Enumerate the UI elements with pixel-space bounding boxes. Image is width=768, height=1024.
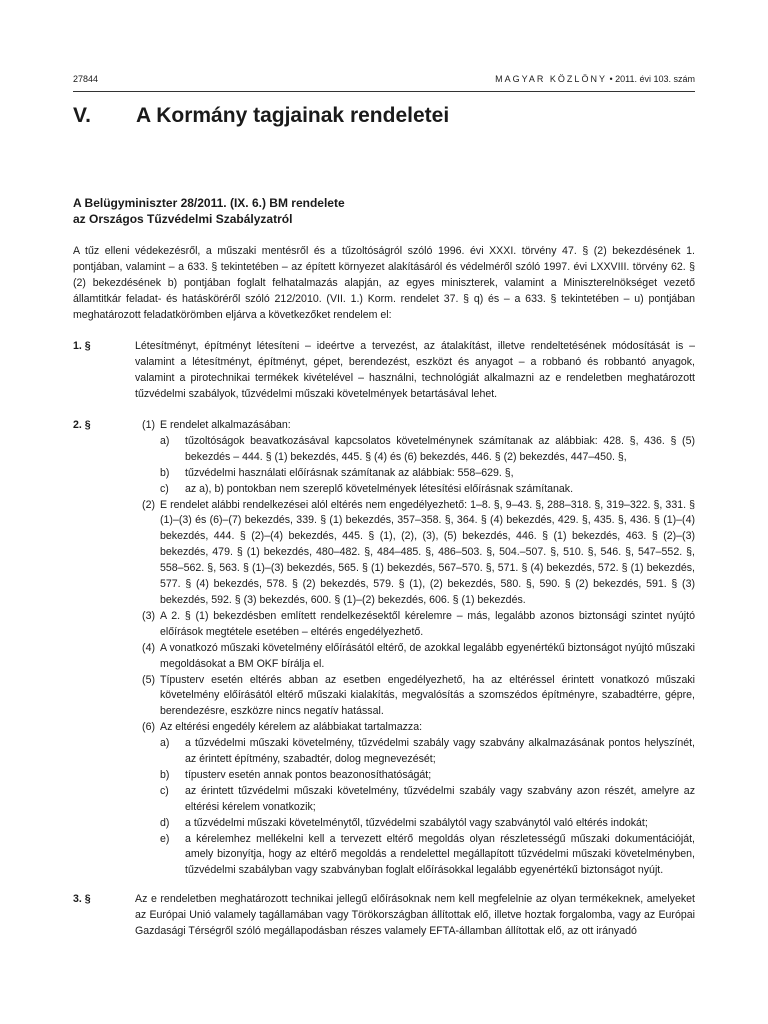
paragraph-5 xyxy=(135,673,695,721)
paragraph-text: E rendelet alábbi rendelkezései alól eltérés nem engedélyezhető: 1–8. §, 9–43. §, 288–318. §, 319–322. §, 331. § (1)–(3) és (6)–(7) bekezdés, 339. § (1) bekezdés, 357–358. §, 364. § (4) bekezdés, 429. §, 435. §, 436. § (1)–(4) bekezdés, 444. § (2)–(4) bekezdés, 445. § (1), (2), (3), (5) bekezdés, 446. § (1) bekezdés, 463. § (2)–(3) bekezdés, 479. § (1) bekezdés, 480–482. §, 484–485. §, 486–503. §, 504.–507. §, 510. §, 546. §, 547–552. §, 558–562. §, 563. § (1)–(3) bekezdés, 565. § (1) bekezdés, 567–570. §, 571. § (4) bekezdés, 572. § (1) bekezdés, 577. § (4) bekezdés, 578. § (2) bekezdés, 579. § (1), (2) bekezdés, 580. §, 590. § (2) bekezdés, 591. § (3) bekezdés, 592. § (3) bekezdés, 600. § (1)–(2) bekezdés, 606. § (1) bekezdés. xyxy=(160,498,695,606)
paragraph-number: (3) xyxy=(142,609,155,622)
point-label: d) xyxy=(160,816,170,829)
decree-title-line1: A Belügyminiszter 28/2011. (IX. 6.) BM rendelete xyxy=(73,196,345,210)
point-text: a tűzvédelmi műszaki követelmény, tűzvédelmi szabály vagy szabvány alkalmazásának pontos helyszínét, az érintett építmény, szabadtér, dolog megnevezését; xyxy=(185,737,695,766)
point-text: az érintett tűzvédelmi műszaki követelmény, tűzvédelmi szabály vagy szabvány azon részét, amelyre az eltérési kérelem vonatkozik; xyxy=(185,784,695,813)
point-a xyxy=(135,736,695,768)
paragraph-1 xyxy=(135,418,695,434)
point-d xyxy=(135,816,695,832)
paragraph-number: (1) xyxy=(142,419,155,431)
point-b xyxy=(135,466,695,482)
point-label: c) xyxy=(160,784,169,797)
point-text: tűzvédelmi használati előírásnak számítanak az alábbiak: 558–629. §, xyxy=(185,466,514,479)
point-text: az a), b) pontokban nem szereplő követelmények létesítési előírásnak számítanak. xyxy=(185,482,574,495)
journal-title: MAGYAR KÖZLÖNY xyxy=(495,74,607,84)
chapter-title: A Kormány tagjainak rendeletei xyxy=(136,104,450,127)
decree-title xyxy=(73,195,673,227)
point-label: a) xyxy=(160,737,170,750)
page-number: 27844 xyxy=(73,74,99,84)
section-body xyxy=(135,418,695,879)
paragraph-number: (6) xyxy=(142,721,155,734)
paragraph-4 xyxy=(135,641,695,673)
paragraph-number: (2) xyxy=(142,498,155,511)
paragraph-text: Típusterv esetén eltérés abban az esetben engedélyezhető, ha az eltéréssel érintett vonatkozó műszaki követelmény előírásától eltérő műszaki kialakítás, megvalósítás a szomszédos építményre, szabadtérre, gépre, berendezésre, eszközre nincs negatív hatással. xyxy=(160,673,695,718)
section-number: 1. § xyxy=(73,340,91,352)
section-text: Az e rendeletben meghatározott technikai jellegű előírásoknak nem kell megfelelnie az olyan termékeknek, amelyeket az Európai Unió valamely tagállamában vagy Törökországban állítottak elő, illetve hoztak forgalomba, vagy az Európai Gazdasági Térségről szóló megállapodásban részes valamely EFTA-államban állítottak elő, az ott irányadó xyxy=(135,893,695,937)
paragraph-3 xyxy=(135,609,695,641)
point-label: e) xyxy=(160,832,170,845)
decree-title-line2: az Országos Tűzvédelmi Szabályzatról xyxy=(73,212,293,226)
point-b xyxy=(135,768,695,784)
paragraph-text: A vonatkozó műszaki követelmény előírásától eltérő, de azokkal legalább egyenértékű biztonságot nyújtó műszaki megoldásokat a BM OKF bírálja el. xyxy=(160,641,695,670)
section-number: 3. § xyxy=(73,893,91,905)
point-a xyxy=(135,434,695,466)
point-label: b) xyxy=(160,768,170,781)
header-rule xyxy=(73,91,695,92)
section-number: 2. § xyxy=(73,419,91,431)
paragraph-number: (5) xyxy=(142,673,155,686)
point-label: a) xyxy=(160,434,170,447)
point-label: c) xyxy=(160,482,169,495)
point-e xyxy=(135,832,695,880)
paragraph-text: A 2. § (1) bekezdésben említett rendelkezésektől kérelemre – más, legalább azonos biztonsági szintet nyújtó előírások megtétele esetében – eltérés engedélyezhető. xyxy=(160,609,695,638)
point-c xyxy=(135,482,695,498)
point-c xyxy=(135,784,695,816)
chapter-number: V. xyxy=(73,104,91,127)
point-text: a tűzvédelmi műszaki követelménytől, tűzvédelmi szabálytól vagy szabványtól való eltérés indokát; xyxy=(185,816,648,829)
paragraph-text: E rendelet alkalmazásában: xyxy=(160,419,291,431)
section-text: Létesítményt, építményt létesíteni – ideértve a tervezést, az átalakítást, illetve rendeltetésének módosítását is – valamint a létesítményt, építményt, gépet, berendezést, eszközt és anyagot – a robbanó és robbantó anyagok, valamint a pirotechnikai termékek kivételével – használni, technológiát alkalmazni az e rendeletben meghatározott tűzvédelmi szabályok, tűzvédelmi műszaki követelmények betartásával lehet. xyxy=(135,340,695,400)
paragraph-text: Az eltérési engedély kérelem az alábbiakat tartalmazza: xyxy=(160,721,423,734)
paragraph-2 xyxy=(135,498,695,609)
running-header xyxy=(73,74,695,88)
point-text: típusterv esetén annak pontos beazonosíthatóságát; xyxy=(185,768,432,781)
paragraph-6 xyxy=(135,720,695,736)
journal-issue: • 2011. évi 103. szám xyxy=(609,74,695,84)
preamble: A tűz elleni védekezésről, a műszaki mentésről és a tűzoltóságról szóló 1996. évi XXXI. törvény 47. § (2) bekezdésének 1. pontjában, valamint – a 633. § tekintetében – az épített környezet alakításáról és védelméről szóló 1997. évi LXXVIII. törvény 62. § (2) bekezdésének b) pontjában foglalt felhatalmazás alapján, az egyes miniszterek, valamint a Miniszterelnökséget vezető államtitkár feladat- és hatásköréről szóló 212/2010. (VII. 1.) Korm. rendelet 37. § q) és – a 633. § tekintetében – u) pontjában meghatározott feladatkörömben eljárva a következőket rendelem el: xyxy=(73,245,695,321)
paragraph-number: (4) xyxy=(142,641,155,654)
journal-name xyxy=(495,74,695,84)
point-text: a kérelemhez mellékelni kell a tervezett eltérő megoldás olyan részletességű műszaki dokumentációját, amely bizonyítja, hogy az eltérő megoldás a rendelettel megállapított tűzvédelmi műszaki követelményben, tűzvédelmi szabályban vagy szabványban foglalt előírásokkal legalább egyenértékű biztonságot nyújt. xyxy=(185,832,695,877)
point-text: tűzoltóságok beavatkozásával kapcsolatos követelménynek számítanak az alábbiak: 428. §, 436. § (5) bekezdés – 444. § (1) bekezdés, 445. § (4) és (6) bekezdés, 446. § (2) bekezdés, 447–450. §, xyxy=(185,434,695,463)
point-label: b) xyxy=(160,466,170,479)
